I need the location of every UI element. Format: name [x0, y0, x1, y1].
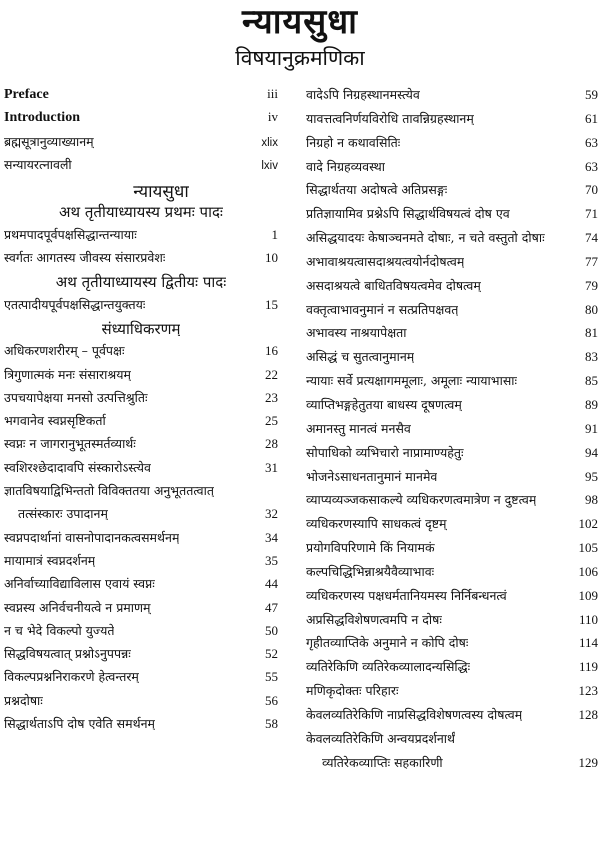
toc-entry [4, 645, 278, 668]
toc-entry-page: 32 [265, 506, 278, 522]
toc-entry-title: वादेऽपि निग्रहस्थानमस्त्येव [306, 87, 420, 102]
toc-entry [306, 86, 598, 110]
toc-entry-page: 50 [265, 622, 278, 638]
toc-entry-title: अधिकरणशरीरम् – पूर्वपक्षः [4, 343, 125, 359]
toc-entry-title: सोपाधिको व्यभिचारो नाप्रामाण्यहेतुः [306, 444, 464, 460]
toc-entry-page: 34 [265, 529, 278, 545]
toc-entry-title: उपचयापेक्षया मनसो उत्पत्तिश्रुतिः [4, 389, 148, 405]
toc-entry [306, 754, 598, 778]
toc-entry-page: 15 [265, 296, 278, 312]
toc-entry-title: असदाश्रयत्वे बाधितविषयत्वमेव दोषत्वम् [306, 277, 481, 293]
toc-entry-page: 63 [585, 158, 598, 174]
toc-entry-title: असिद्धयादयः केषाञ्चनमते दोषाः, न चते वस्तुतो दोषाः [306, 230, 545, 246]
toc-entry-title: व्याप्यव्यञ्जकसाकल्ये व्यधिकरणत्वमात्रेण न दुष्टत्वम् [306, 492, 537, 508]
toc-entry-title: वादे निग्रहव्यवस्था [306, 158, 385, 174]
toc-entry-title: तत्संस्कारः उपादानम् [18, 506, 108, 522]
toc-entry-title: केवलव्यतिरेकिणि अन्वयप्रदर्शनार्थं [306, 730, 456, 746]
toc-entry-page: 94 [585, 444, 598, 460]
toc-entry-page: 16 [265, 343, 278, 359]
toc-entry-title: स्वप्नस्य अनिर्वचनीयत्वे न प्रमाणम् [4, 599, 151, 615]
toc-entry [4, 226, 278, 249]
toc-entry [306, 468, 598, 492]
toc-entry-title: अप्रसिद्धविशेषणत्वमपि न दोषः [306, 611, 442, 627]
toc-entry-page: 77 [585, 253, 598, 269]
toc-entry [306, 372, 598, 396]
toc-entry-title: व्यतिरेकिणि व्यतिरेकव्यालादन्यसिद्धिः [306, 659, 471, 675]
toc-entry-page: 63 [585, 134, 598, 150]
toc-right-column [306, 86, 598, 777]
toc-entry-title: सन्यायरत्नावली [4, 156, 72, 172]
toc-entry-page: 35 [265, 552, 278, 568]
toc-entry [4, 692, 278, 715]
toc-entry-title: विकल्पप्रश्ननिराकरणे हेत्वन्तरम् [4, 669, 139, 685]
toc-entry-title: Preface [4, 87, 49, 102]
toc-entry [4, 622, 278, 645]
toc-entry-page: lxiv [261, 159, 278, 172]
toc-entry-title: अथ तृतीयाध्यायस्य प्रथमः पादः [59, 203, 223, 222]
toc-entry-title: प्रथमपादपूर्वपक्षसिद्धान्तन्यायाः [4, 226, 137, 242]
toc-entry-page: 91 [585, 420, 598, 436]
toc-entry-title: व्याप्तिभङ्गहेतुतया बाधस्य दूषणत्वम् [306, 396, 462, 412]
toc-entry-title: कल्पचिद्धिभिन्नाश्रयैवैव्याभावः [306, 563, 435, 579]
toc-entry [306, 396, 598, 420]
toc-entry-title: प्रयोगविपरिणामे किं नियामकं [306, 540, 435, 556]
toc-entry [4, 86, 278, 109]
toc-entry [306, 348, 598, 372]
toc-entry [4, 459, 278, 482]
toc-entry-title: व्यधिकरणस्यापि साधकत्वं दृष्टम् [306, 516, 447, 532]
toc-entry-title: Introduction [4, 110, 80, 126]
toc-entry [4, 366, 278, 389]
toc-entry [306, 277, 598, 301]
toc-entry-title: अभावस्य नाश्रयापेक्षता [306, 325, 407, 341]
toc-entry-page: 25 [265, 413, 278, 429]
toc-entry-title: अथ तृतीयाध्यायस्य द्वितीयः पादः [55, 273, 227, 292]
toc-entry [4, 342, 278, 365]
toc-entry-page: 81 [585, 325, 598, 341]
toc-entry-page: 74 [585, 230, 598, 246]
toc-entry-title: स्वशिरश्छेदादावपि संस्कारोऽस्त्येव [4, 459, 151, 475]
toc-entry-page: 71 [585, 206, 598, 222]
toc-entry-title: अमानस्तु मानत्वं मनसैव [306, 420, 411, 436]
toc-entry [306, 444, 598, 468]
toc-entry-title: निग्रहो न कथावसितिः [306, 134, 401, 150]
toc-entry [306, 420, 598, 444]
toc-section-heading [4, 319, 278, 342]
toc-entry-page: 98 [585, 492, 598, 508]
toc-entry [306, 611, 598, 635]
toc-entry-page: 61 [585, 110, 598, 126]
toc-entry-page: 102 [578, 516, 598, 532]
toc-entry [306, 539, 598, 563]
toc-section-heading [4, 272, 278, 295]
toc-entry-title: मायामात्रं स्वप्नदर्शनम् [4, 552, 96, 568]
toc-entry-title: केवलव्यतिरेकिणि नाप्रसिद्धविशेषणत्वस्य दोषत्वम् [306, 706, 523, 722]
toc-entry-page: 106 [578, 563, 598, 579]
page-subtitle: विषयानुक्रमणिका [235, 46, 365, 70]
toc-entry [4, 133, 278, 156]
toc-entry-title: संध्याधिकरणम् [101, 319, 181, 338]
toc-entry [306, 324, 598, 348]
toc-entry [306, 587, 598, 611]
toc-entry-title: व्यधिकरणस्य पक्षधर्मतानियमस्य निर्निबन्धनत्वं [306, 587, 507, 603]
toc-entry-page: 70 [585, 182, 598, 198]
toc-entry [4, 668, 278, 691]
toc-entry [306, 658, 598, 682]
toc-entry-title: भगवानेव स्वप्नसृष्टिकर्ता [4, 413, 106, 429]
toc-entry-page: 47 [265, 599, 278, 615]
toc-entry-title: न च भेदे विकल्पो युज्यते [4, 622, 115, 638]
toc-entry [4, 575, 278, 598]
toc-entry-title: न्यायाः सर्वे प्रत्यक्षागममूलाः, अमूलाः न्यायाभासाः [306, 373, 518, 389]
toc-entry [306, 491, 598, 515]
toc-entry-title: सिद्धविषयत्वात् प्रश्नोऽनुपपन्नः [4, 646, 131, 662]
toc-section-heading [4, 202, 278, 225]
toc-entry [4, 389, 278, 412]
toc-entry [306, 301, 598, 325]
toc-entry-page: 22 [265, 366, 278, 382]
toc-entry-page: 23 [265, 389, 278, 405]
toc-entry [306, 110, 598, 134]
toc-entry-page: iii [267, 86, 278, 101]
toc-entry [306, 253, 598, 277]
toc-entry [4, 529, 278, 552]
toc-entry [4, 552, 278, 575]
toc-entry-page: 129 [578, 754, 598, 770]
toc-entry [4, 109, 278, 132]
toc-entry-title: सिद्धार्थताऽपि दोष एवेति समर्थनम् [4, 716, 156, 732]
toc-entry [306, 730, 598, 754]
toc-entry [4, 249, 278, 272]
toc-entry-page: 80 [585, 301, 598, 317]
toc-entry [4, 482, 278, 505]
toc-entry-title: प्रश्नदोषाः [4, 692, 43, 708]
toc-entry-page: 58 [265, 716, 278, 732]
toc-entry-title: भोजनेऽसाधनतानुमानं मानमेव [306, 468, 438, 484]
toc-entry [4, 296, 278, 319]
page-title: न्यायसुधा [242, 2, 358, 42]
toc-entry [306, 181, 598, 205]
toc-entry-title: न्यायसुधा [133, 182, 189, 203]
toc-entry [306, 515, 598, 539]
toc-entry-title: स्वप्नपदार्थानां वासनोपादानकत्वसमर्थनम् [4, 529, 180, 545]
toc-entry-title: व्यतिरेकव्याप्तिः सहकारिणी [322, 754, 443, 770]
toc-entry-title: स्वर्गतः आगतस्य जीवस्य संसारप्रवेशः [4, 250, 166, 266]
toc-entry [306, 563, 598, 587]
toc-entry-page: 56 [265, 692, 278, 708]
toc-entry-page: 95 [585, 468, 598, 484]
toc-entry-title: मणिकृदोक्तः परिहारः [306, 683, 399, 699]
toc-entry [4, 412, 278, 435]
toc-entry-page: 79 [585, 277, 598, 293]
toc-entry-page: 110 [578, 611, 598, 627]
toc-entry-title: अनिर्वाच्याविद्याविलास एवायं स्वप्नः [4, 576, 155, 592]
toc-entry-title: सिद्धार्थतया अदोषत्वे अतिप्रसङ्गः [306, 182, 448, 198]
toc-entry-title: ब्रह्मसूत्रानुव्याख्यानम् [4, 133, 94, 149]
toc-entry-page: 44 [265, 576, 278, 592]
toc-entry-title: वक्तृत्वाभावनुमानं न सत्प्रतिपक्षवत् [306, 301, 459, 317]
toc-entry-page: 89 [585, 396, 598, 412]
toc-entry [306, 134, 598, 158]
toc-entry-page: 52 [265, 646, 278, 662]
toc-entry-title: स्वप्नः न जागरानुभूतस्मर्तव्यार्थः [4, 436, 136, 452]
toc-entry-title: त्रिगुणात्मकं मनः संसाराश्रयम् [4, 366, 131, 382]
toc-entry [306, 706, 598, 730]
toc-entry-page: 83 [585, 349, 598, 365]
toc-entry-title: असिद्धं च सुतत्वानुमानम् [306, 349, 415, 365]
toc-entry-page: 128 [578, 706, 598, 722]
toc-entry-page: 31 [265, 459, 278, 475]
toc-entry-title: यावत्तत्वनिर्णयविरोधि तावन्निग्रहस्थानम् [306, 110, 474, 126]
toc-entry-page: 55 [265, 669, 278, 685]
toc-entry [306, 158, 598, 182]
toc-entry [306, 634, 598, 658]
toc-entry [4, 435, 278, 458]
toc-entry [4, 156, 278, 179]
toc-entry [306, 229, 598, 253]
toc-entry [306, 205, 598, 229]
toc-entry [4, 505, 278, 528]
toc-entry-page: 105 [578, 540, 598, 556]
toc-section-heading [4, 179, 278, 202]
toc-entry-page: 59 [585, 87, 598, 102]
toc-entry-page: 85 [585, 373, 598, 389]
toc-entry-page: 10 [265, 250, 278, 266]
toc-entry-page: 109 [578, 587, 598, 603]
toc-entry-title: ज्ञातविषयाद्विभिन्ततो विविक्ततया अनुभूततत्वात् [4, 483, 214, 499]
toc-entry-page: iv [267, 109, 278, 125]
toc-entry-page: xlix [261, 136, 278, 149]
toc-entry-title: गृहीतव्याप्तिके अनुमाने न कोपि दोषः [306, 635, 469, 651]
toc-entry-page: 28 [265, 436, 278, 452]
toc-left-column [4, 86, 278, 738]
toc-entry-title: अभावाश्रयत्वासदाश्रयत्वयोर्नदोषत्वम् [306, 253, 465, 269]
toc-entry-page: 119 [578, 659, 598, 675]
toc-entry [4, 715, 278, 738]
toc-entry-page: 1 [271, 226, 278, 242]
toc-entry-page: 114 [578, 635, 598, 651]
toc-entry-title: प्रतिज्ञायामिव प्रश्नेऽपि सिद्धार्थविषयत्वं दोष एव [306, 206, 510, 222]
toc-entry-page: 123 [578, 683, 598, 699]
toc-entry [4, 599, 278, 622]
toc-entry [306, 682, 598, 706]
toc-entry-title: एतत्पादीयपूर्वपक्षसिद्धान्तयुक्तयः [4, 296, 146, 312]
